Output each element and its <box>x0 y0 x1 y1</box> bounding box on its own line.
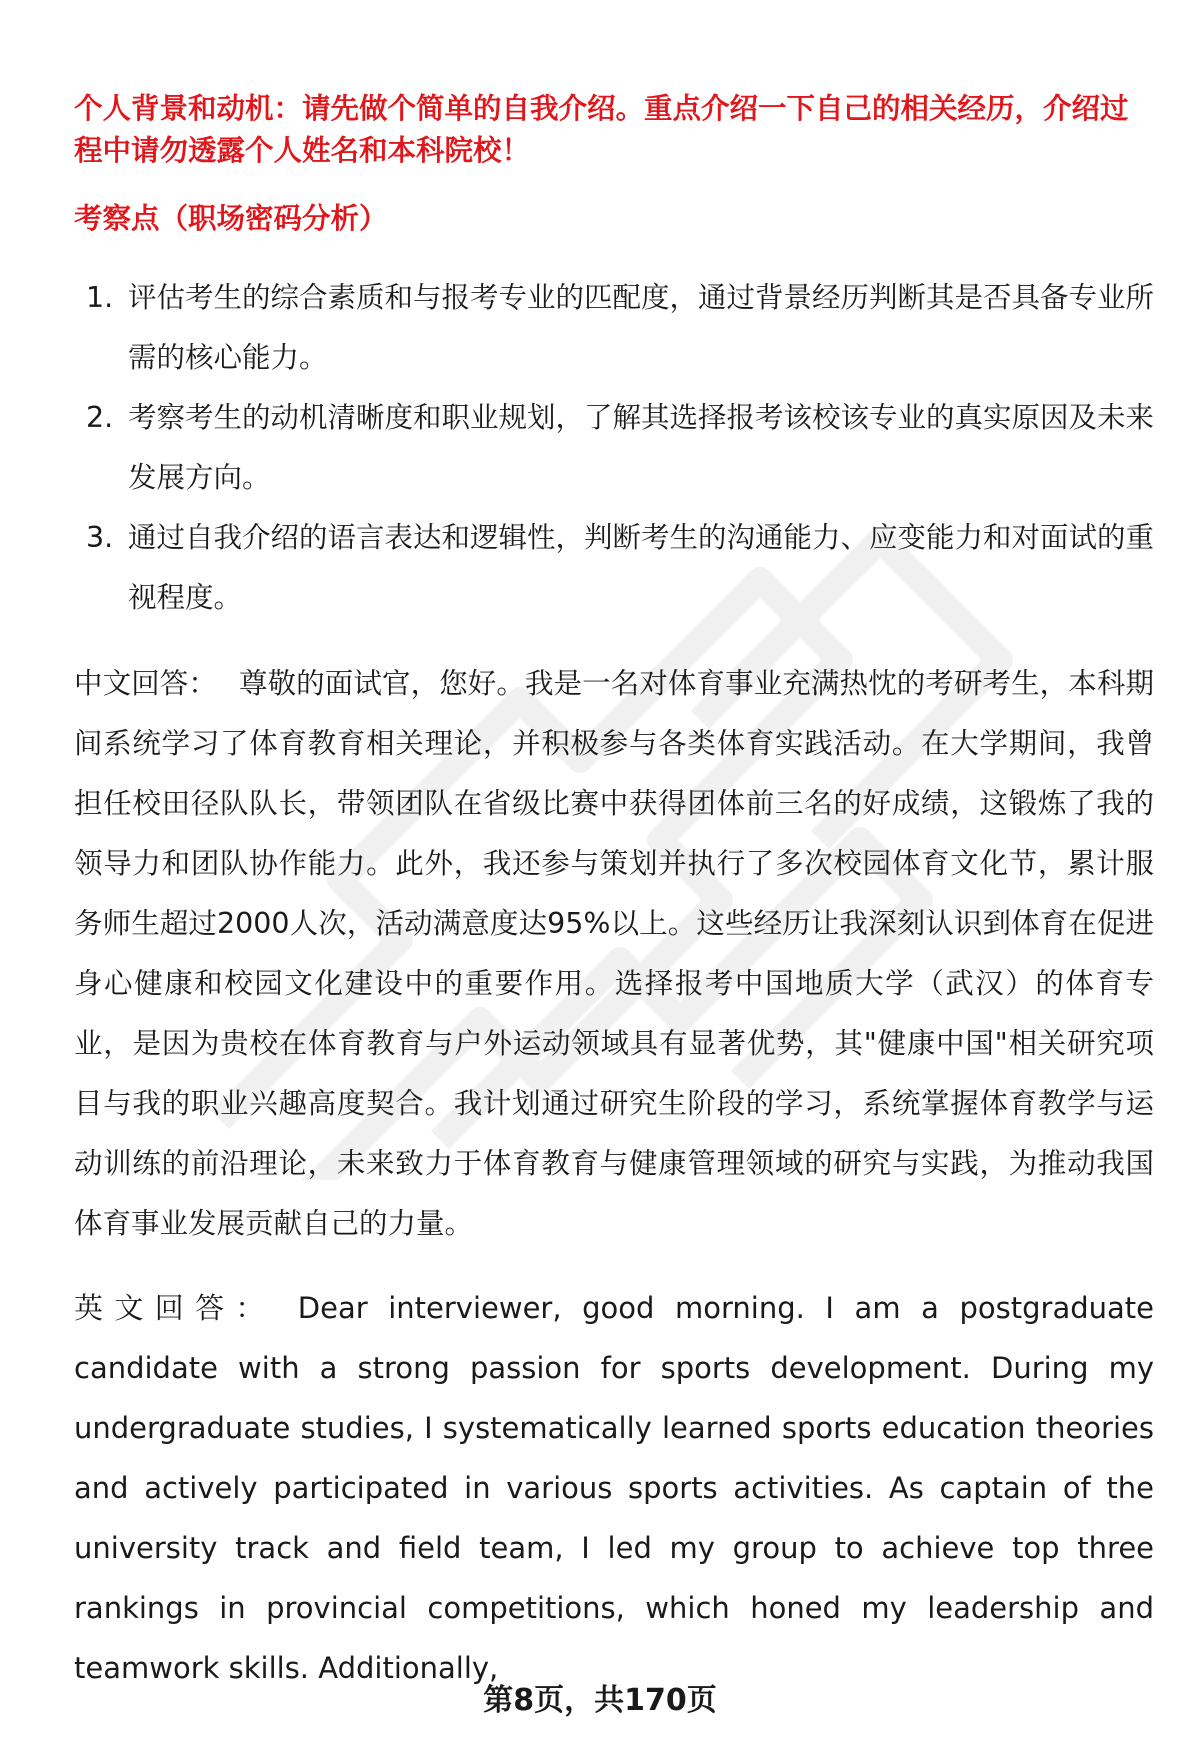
page-number: 第8页，共170页 <box>483 1683 717 1718</box>
list-item <box>74 268 1154 388</box>
list-item-number: 1. <box>86 281 114 314</box>
list-item-text: 评估考生的综合素质和与报考专业的匹配度，通过背景经历判断其是否具备专业所需的核心能力。 <box>128 281 1155 374</box>
english-answer-text: Dear interviewer, good morning. I am a postgraduate candidate with a strong passion for sports development. During my undergraduate studies, I systematically learned sports education theories and actively participated in various sports activities. As captain of the university track and field team, I led my group to achieve top three rankings in provincial competitions, which honed my leadership and teamwork skills. Additionally, <box>74 1291 1154 1685</box>
list-item-text: 考察考生的动机清晰度和职业规划，了解其选择报考该校该专业的真实原因及未来发展方向。 <box>128 401 1155 494</box>
assessment-points-list <box>74 268 1154 628</box>
english-answer <box>74 1278 1154 1698</box>
chinese-answer <box>74 654 1154 1254</box>
chinese-answer-label: 中文回答： <box>74 667 217 700</box>
list-item-text: 通过自我介绍的语言表达和逻辑性，判断考生的沟通能力、应变能力和对面试的重视程度。 <box>128 521 1155 614</box>
list-item <box>74 388 1154 508</box>
chinese-answer-text: 尊敬的面试官，您好。我是一名对体育事业充满热忱的考研考生，本科期间系统学习了体育教育相关理论，并积极参与各类体育实践活动。在大学期间，我曾担任校田径队队长，带领团队在省级比赛中获得团体前三名的好成绩，这锻炼了我的领导力和团队协作能力。此外，我还参与策划并执行了多次校园体育文化节，累计服务师生超过2000人次，活动满意度达95%以上。这些经历让我深刻认识到体育在促进身心健康和校园文化建设中的重要作用。选择报考中国地质大学（武汉）的体育专业，是因为贵校在体育教育与户外运动领域具有显著优势，其"健康中国"相关研究项目与我的职业兴趣高度契合。我计划通过研究生阶段的学习，系统掌握体育教学与运动训练的前沿理论，未来致力于体育教育与健康管理领域的研究与实践，为推动我国体育事业发展贡献自己的力量。 <box>74 667 1154 1240</box>
section-title: 个人背景和动机：请先做个简单的自我介绍。重点介绍一下自己的相关经历，介绍过程中请勿透露个人姓名和本科院校！ <box>74 92 1129 167</box>
list-item-number: 3. <box>86 521 114 554</box>
english-answer-label: 英文回答： <box>74 1291 276 1325</box>
subsection-title: 考察点（职场密码分析） <box>74 202 388 235</box>
list-item-number: 2. <box>86 401 114 434</box>
main-content <box>74 88 1154 1698</box>
list-item <box>74 508 1154 628</box>
